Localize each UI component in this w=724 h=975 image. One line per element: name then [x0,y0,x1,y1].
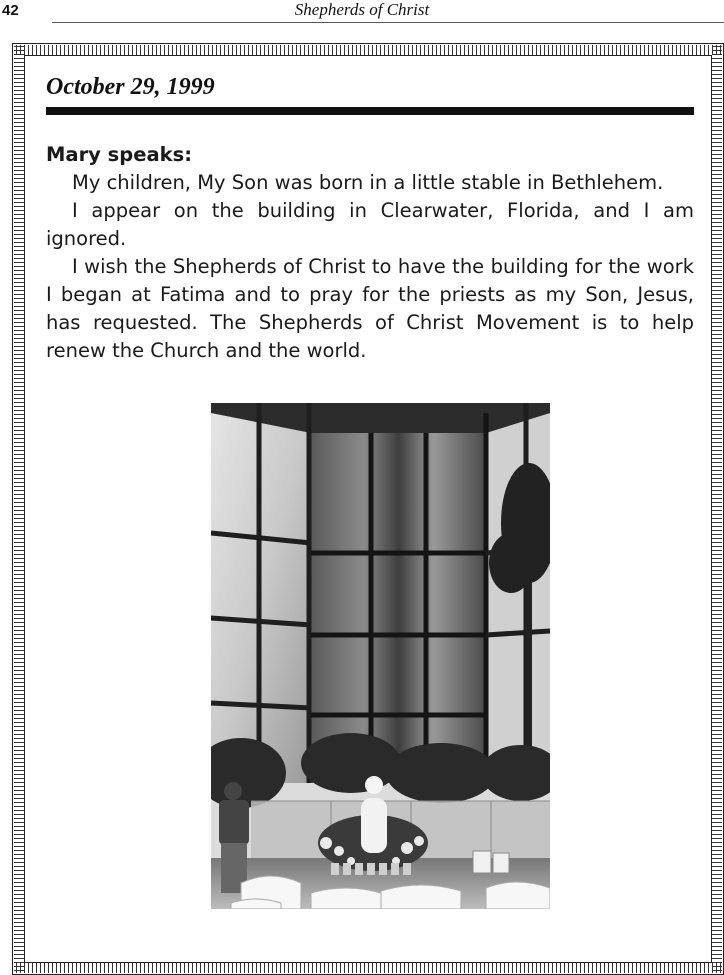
page-header [0,0,724,24]
message-paragraph-2: I appear on the building in Clearwater, Florida, and I am ignored. [46,199,694,250]
page-number: 42 [2,2,19,19]
border-pattern-left [14,45,24,973]
heading-rule-bar [46,107,694,115]
message-paragraph-1: My children, My Son was born in a little stable in Bethlehem. [72,171,664,194]
message-paragraph-3: I wish the Shepherds of Christ to have the building for the work I began at Fatima and to pray for the priests as my Son, Jesus, has requested. The Shepherds of Christ Movement is to help renew the Church and the world. [46,255,694,362]
running-title: Shepherds of Christ [294,0,430,19]
border-pattern-bottom [14,963,722,973]
photograph-image [211,403,550,909]
border-pattern-right [712,45,722,973]
speaker-label: Mary speaks: [46,143,193,166]
header-rule [52,22,724,23]
entry-date-heading: October 29, 1999 [46,74,215,100]
building-photograph [211,403,550,909]
border-pattern-top [14,45,722,55]
message-text [46,141,694,365]
